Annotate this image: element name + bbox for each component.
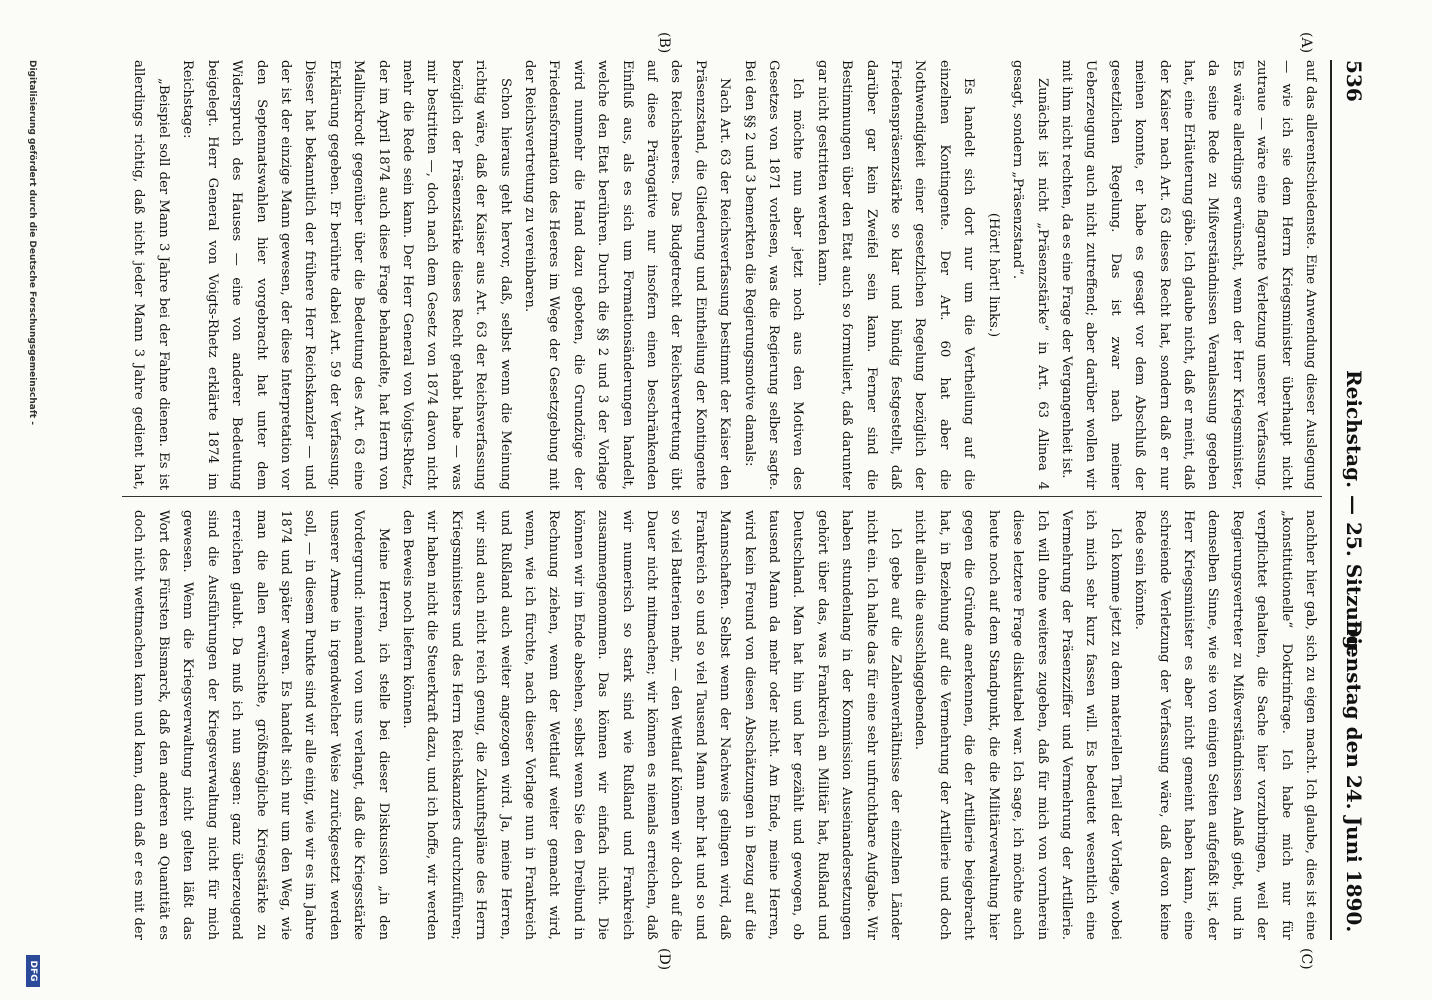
dfg-logo: DFG: [26, 955, 40, 987]
paragraph: Ich komme jetzt zu dem materiellen Theil der Vorlage, wobei ich mich sehr kurz fassen will. Es bedeutet wesentlich eine Vermehrung der Präsenzziffer und Vermehrung der Artillerie. Ich will ohne weiteres zugeben, daß für mich von vornherein diese letztere Frage diskutabel war. Ich sage, ich möchte auch heute noch auf dem Standpunkt, die die Militärverwaltung hier gegen die Gründe anerkennen, die der Artillerie beigebracht hat, in Beziehung auf die Vermehrung der Artillerie und doch nicht allein die ausschlaggebenden.: [912, 510, 1123, 940]
paragraph: auf das allerentschiedenste. Eine Anwendung dieser Auslegung — wie ich sie dem Herrn Kriegsminister überhaupt nicht zutraue — wäre eine flagrante Verletzung unserer Verfassung. Es wäre allerdings erwünscht, wenn der Herr Kriegsminister, da seine Rede zu Mißverständnissen Veranlassung gegeben hat, eine Erläuterung gäbe. Ich glaube nicht, daß er meint, daß der Kaiser nach Art. 63 dieses Recht hat, sondern daß er nur meinen konnte, er habe es gesagt vor dem Abschluß der gesetzlichen Regelung. Das ist zwar nach meiner Ueberzeugung auch nicht zutreffend; aber darüber wollen wir mit ihm nicht rechten, da es eine Frage der Vergangenheit ist.: [1058, 60, 1318, 490]
left-column: [122, 60, 1322, 490]
margin-marker-d: (D): [656, 948, 672, 971]
session-title: Reichstag. — 25. Sitzung.: [1342, 370, 1366, 657]
margin-marker-c: (C): [1298, 948, 1314, 970]
paragraph: Es handelt sich dort nur um die Vertheilung auf die einzelnen Kontingente. Der Art. 60 hat aber die Nothwendigkeit einer gesetzlichen Regelung bezüglich der Friedenspräsenzstärke so klar und bündig festgestellt, daß darüber gar kein Zweifel sein kann. Ferner sind die Bestimmungen über den Etat auch so formuliert, daß darunter gar nicht gestritten werden kann.: [814, 60, 977, 490]
margin-marker-b: (B): [656, 32, 672, 54]
right-column: [122, 510, 1322, 940]
paragraph: Zunächst ist nicht „Präsenzstärke“ in Art. 63 Alinea 4 gesagt, sondern „Präsenzstand“.: [1010, 60, 1050, 490]
paragraph: Ich möchte nun aber jetzt noch aus den Motiven des Gesetzes von 1871 vorlesen, was die Regierung selber sagte. Bei den §§ 2 und 3 bemerkten die Regierungsmotive damals:: [741, 60, 806, 490]
paragraph: Meine Herren, ich stelle bei dieser Diskussion „in den Vordergrund: niemand von uns verlangt, daß die Kriegsstärke unserer Armee in irgendwelcher Weise zurückgesetzt werden soll, — in diesem Punkte sind wir alle einig, wie wir es im Jahre 1874 und später waren. Es handelt sich nur um den Weg, wie man die allen erwünschte, größtmögliche Kriegsstärke zu erreichen glaubt. Da muß ich nun sagen: ganz überzeugend sind die Ausführungen der Kriegsverwaltung nicht für mich gewesen. Wenn die Kriegsverwaltung nicht gelten läßt das Wort des Fürsten Bismarck, daß den anderen an Quantität es doch nicht wettmachen kann und kann, dann daß er es mit der: [131, 510, 391, 940]
page-header: [1330, 60, 1372, 940]
interjection: (Hört! hört! links.): [985, 212, 1001, 338]
quoted-paragraph: Nach Art. 63 der Reichsverfassung bestimmt der Kaiser den Präsenzstand, die Gliederung und Eintheilung der Kontingente des Reichsheeres. Das Budgetrecht der Reichsvertretung übt auf diese Prärogative nur insofern einen beschränkenden Einfluß aus, als es sich um Formationsänderungen handelt, welche den Etat berühren. Durch die §§ 2 und 3 der Vorlage wird nunmehr die Hand dazu geboten, die Grundzüge der Friedensformation des Heeres im Wege der Gesetzgebung mit der Reichsvertretung zu vereinbaren.: [522, 60, 733, 490]
column-divider: [122, 496, 1322, 497]
paragraph: Schon hieraus geht hervor, daß, selbst wenn die Meinung richtig wäre, daß der Kaiser aus Art. 63 der Reichsverfassung bezüglich der Präsenzstärke dieses Recht gehabt habe — was mir bestritten —, doch nach dem Gesetz von 1874 davon nicht mehr die Rede sein kann. Der Herr General von Voigts-Rhetz, der im April 1874 auch diese Frage behandelte, hat Herrn von Mallinckrodt gegenüber über die Bedeutung des Art. 63 eine Erklärung gegeben. Er berührte dabei Art. 59 der Verfassung. Dieser hat bekanntlich der frühere Herr Reichskanzler — und der ist der einzige Mann gewesen, der diese Interpretation vor den Septennatswahlen hier vorgebracht hat unter dem Widerspruch des Hauses — eine von anderer Bedeutung beigelegt. Herr General von Voigts-Rhetz erklärte 1874 im Reichstage:: [180, 60, 513, 490]
margin-marker-a: (A): [1298, 32, 1314, 54]
paragraph: nachher hier gab, sich zu eigen macht. Ich glaube, dies ist eine „konstitutionelle“ Doktrinfrage. Ich habe mich nur für verpflichtet gehalten, die Sache hier vorzubringen, weil der Regierungsvertreter zu Mißverständnissen Anlaß giebt, und in demselben Sinne, wie sie von einigen Seiten aufgefaßt ist, der Herr Kriegsminister es aber nicht gemeint haben kann, eine schreiende Verletzung der Verfassung wäre, daß davon keine Rede sein könnte.: [1132, 510, 1318, 940]
date-title: Dienstag den 24. Juni 1890.: [1342, 620, 1366, 933]
page-number: 536: [1342, 60, 1366, 102]
quoted-paragraph: „Beispiel soll der Mann 3 Jahre bei der Fahne dienen. Es ist allerdings richtig, daß nicht jeder Mann 3 Jahre gedient hat,: [131, 60, 171, 490]
paragraph: Ich gebe auf die Zahlenverhältnisse der einzelnen Länder nicht ein. Ich halte das für eine sehr unfruchtbare Aufgabe. Wir haben stundenlang in der Kommission Auseinandersetzungen gehört über das, was Frankreich an Militär hat, Rußland und Deutschland. Man hat hin und her gezählt und gewogen, ob tausend Mann da mehr oder nicht. Am Ende, meine Herren, wird kein Freund von diesen Abschätzungen in Bezug auf die Mannschaften. Selbst wenn der Nachweis gelingen wird, daß Frankreich so und so viel Tausend Mann mehr hat und so und so viel Batterien mehr, — den Wettlauf können wir doch auf die Dauer nicht mitmachen; wir können es niemals erreichen, daß wir numerisch so stark sind wie Rußland und Frankreich zusammengenommen. Das können wir einfach nicht. Die können wir im Ende absehen, selbst wenn Sie den Dreibund in Rechnung ziehen, wenn der Wettlauf weiter gemacht wird, wenn, wie ich fürchte, nach dieser Vorlage nun in Frankreich und Rußland auch weiter angezogen wird. Ja, meine Herren, wir sind auch nicht reich genug, die Zukunftspläne des Herrn Kriegsministers und des Herrn Reichskanzlers durchzuführen; wir haben nicht die Steuerkraft dazu, und ich hoffe, wir werden den Beweis noch liefern können.: [399, 510, 904, 940]
digitization-credit: Digitalisierung gefördert durch die Deutsche Forschungsgemeinschaft -: [27, 60, 37, 425]
